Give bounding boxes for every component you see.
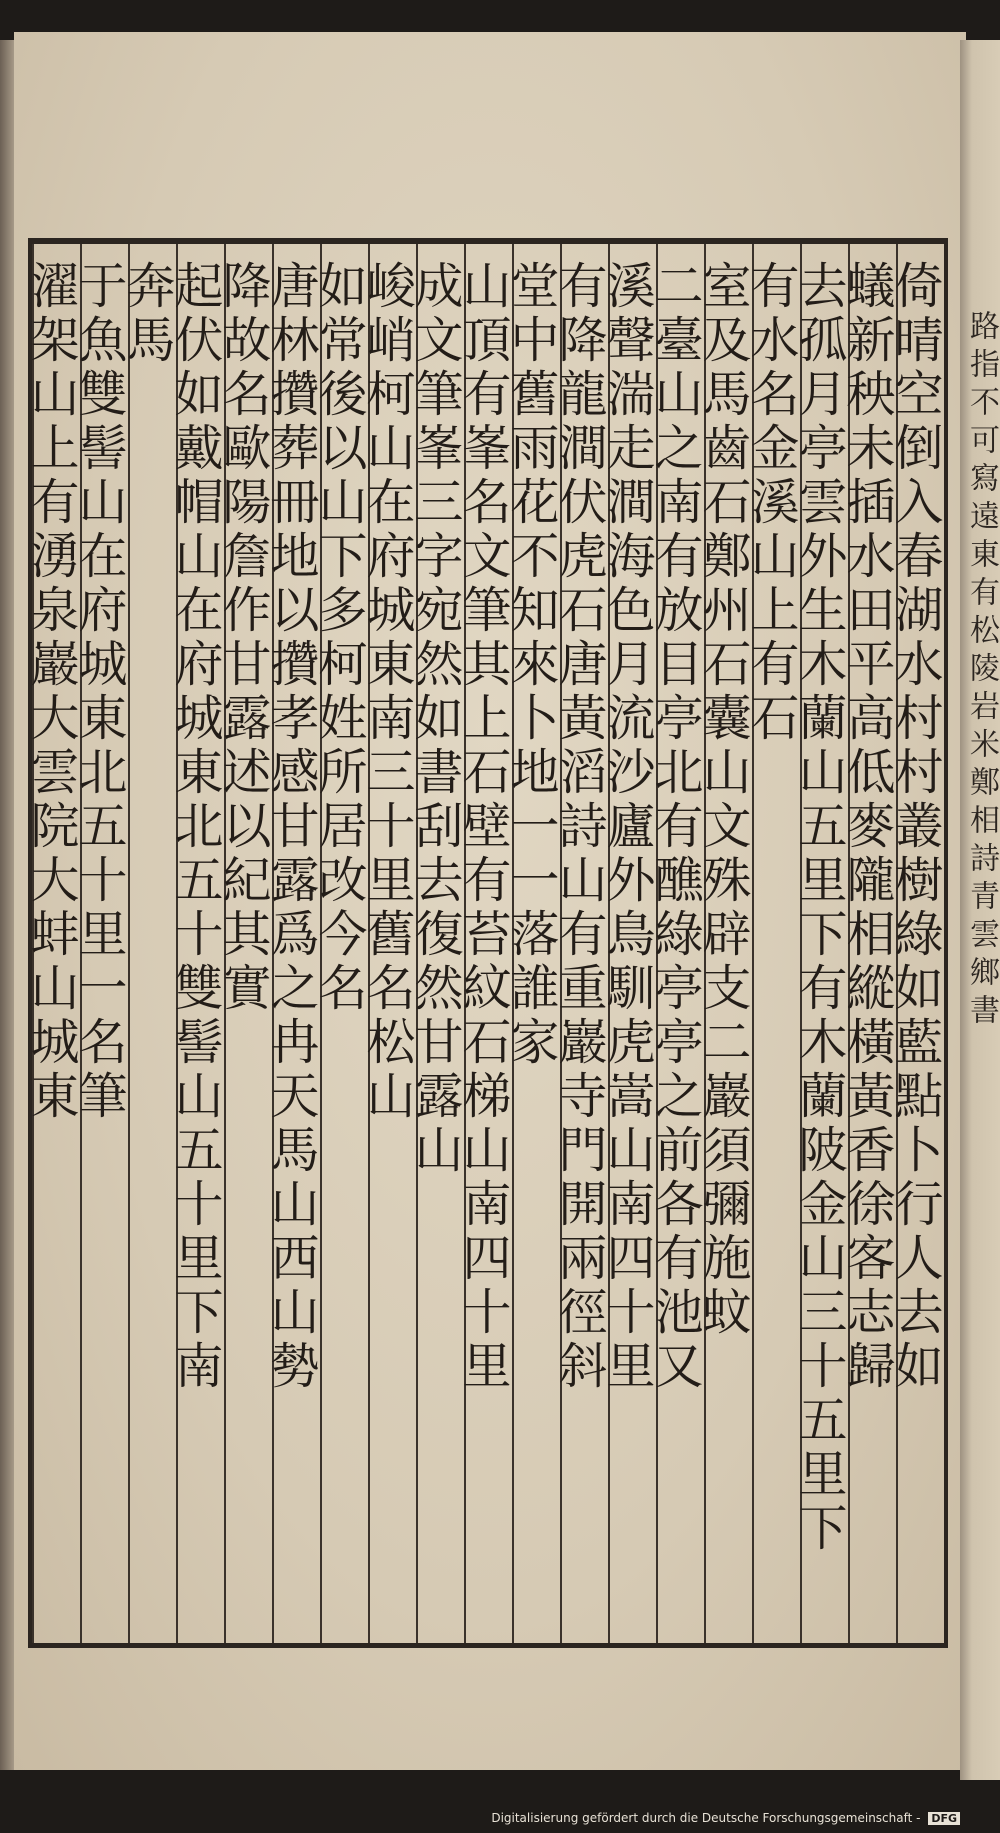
text-column	[215, 244, 272, 1643]
text-column	[887, 244, 944, 1643]
column-text: 溪聲湍走澗海色月流沙廬外鳥馴虎嵩山南四十里	[599, 260, 656, 1394]
column-text: 二臺山之南有放目亭北有醮綠亭亭之前各有池又	[647, 260, 704, 1394]
digitization-credit	[491, 1811, 960, 1825]
column-text: 峻峭柯山在府城東南三十里舊名松山	[359, 260, 416, 1124]
column-text: 室及馬齒石鄭州石囊山文殊辟支二巖須彌施蚊	[695, 260, 752, 1340]
credit-text: Digitalisierung gefördert durch die Deutsche Forschungsgemeinschaft -	[491, 1811, 921, 1825]
text-column	[839, 244, 896, 1643]
text-column	[311, 244, 368, 1643]
column-text: 堂中舊雨花不知來卜地一一落誰家	[503, 260, 560, 1070]
column-text: 奔馬	[119, 260, 176, 368]
text-column	[647, 244, 704, 1643]
text-column	[71, 244, 128, 1643]
column-text: 去孤月亭雲外生木蘭山五里下有木蘭陂金山三十五里下	[791, 260, 848, 1556]
column-text: 有水名金溪山上有石	[743, 260, 800, 746]
text-column	[551, 244, 608, 1643]
dfg-logo: DFG	[928, 1812, 960, 1825]
column-text: 成文筆峯三字宛然如書刮去復然甘露山	[407, 260, 464, 1178]
text-column	[599, 244, 656, 1643]
column-text: 唐林攢葬冊地以攢孝感甘露爲之冉天馬山西山勢	[263, 260, 320, 1394]
text-column	[455, 244, 512, 1643]
text-column	[407, 244, 464, 1643]
right-page-edge	[960, 40, 1000, 1780]
column-text: 降故名歐陽詹作甘露述以紀其實	[215, 260, 272, 1016]
column-text: 山頂有峯名文筆其上石壁有苔紋石梯山南四十里	[455, 260, 512, 1394]
text-column	[743, 244, 800, 1643]
column-text: 如常後以山下多柯姓所居改今名	[311, 260, 368, 1016]
text-column	[167, 244, 224, 1643]
text-column	[359, 244, 416, 1643]
column-text: 倚晴空倒入春湖水村村叢樹綠如藍點卜行人去如	[887, 260, 944, 1394]
text-column	[503, 244, 560, 1643]
text-column	[791, 244, 848, 1643]
column-text: 有降龍澗伏虎石唐黃滔詩山有重巖寺門開兩徑斜	[551, 260, 608, 1394]
text-column	[263, 244, 320, 1643]
column-text: 起伏如戴帽山在府城東北五十雙髻山五十里下南	[167, 260, 224, 1394]
right-page-text: 路指不可寫遠東有松陵岩米鄭相詩青雲鄉書	[964, 310, 999, 1032]
column-text: 濯架山上有湧泉巖大雲院大蚌山城東	[23, 260, 80, 1124]
column-text: 于魚雙髻山在府城東北五十里一名筆	[71, 260, 128, 1124]
text-frame	[23, 238, 948, 1648]
text-column	[119, 244, 176, 1643]
column-text: 蟻新秧未插水田平高低麥隴相縱橫黃香徐客志歸	[839, 260, 896, 1394]
text-column	[23, 244, 80, 1643]
text-column	[695, 244, 752, 1643]
